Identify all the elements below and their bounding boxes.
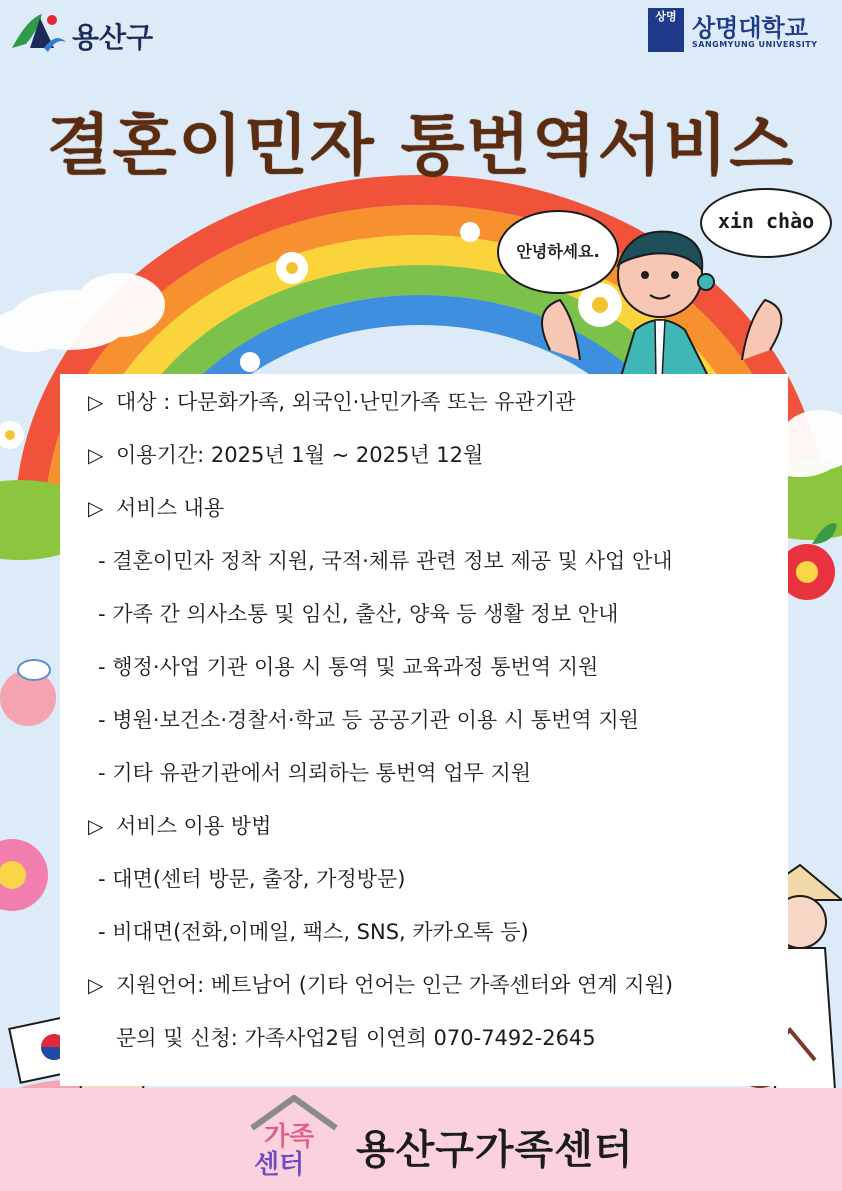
family-center-logo-line1: 가족 <box>264 1122 315 1152</box>
peach-character-illustration <box>0 650 64 730</box>
service-item: - 결혼이민자 정착 지원, 국적·체류 관련 정보 제공 및 사업 안내 <box>98 549 673 573</box>
target-line <box>88 386 576 416</box>
languages-text: 지원언어: 베트남어 (기타 언어는 인근 가족센터와 연계 지원) <box>116 973 674 997</box>
bullet-triangle-icon: ▷ <box>88 443 104 467</box>
pink-flower-left-illustration <box>0 830 56 920</box>
bullet-triangle-icon: ▷ <box>88 496 104 520</box>
speech-bubble-vietnamese: xin chào <box>700 188 832 258</box>
sangmyung-logo-english: SANGMYUNG UNIVERSITY <box>692 40 818 49</box>
languages-line <box>88 969 673 999</box>
page-title: 결혼이민자 통번역서비스 <box>46 107 796 184</box>
method-item: - 비대면(전화,이메일, 팩스, SNS, 카카오톡 등) <box>98 920 529 944</box>
service-item: - 병원·보건소·경찰서·학교 등 공공기관 이용 시 통번역 지원 <box>98 708 639 732</box>
family-center-logo-line2: 센터 <box>254 1150 305 1180</box>
method-heading-line <box>88 810 271 840</box>
bullet-triangle-icon: ▷ <box>88 390 104 414</box>
bullet-triangle-icon: ▷ <box>88 814 104 838</box>
sangmyung-university-logo[interactable] <box>648 8 828 56</box>
service-item: - 행정·사업 기관 이용 시 통역 및 교육과정 통번역 지원 <box>98 655 599 679</box>
contact-line: 문의 및 신청: 가족사업2팀 이연희 070-7492-2645 <box>116 1026 596 1050</box>
service-item: - 기타 유관기관에서 의뢰하는 통번역 업무 지원 <box>98 761 532 785</box>
period-line <box>88 439 483 469</box>
sangmyung-emblem-icon: 상명 <box>648 8 684 52</box>
service-heading: 서비스 내용 <box>116 496 225 520</box>
family-center-name: 용산구가족센터 <box>356 1127 634 1173</box>
yongsan-logo-text: 용산구 <box>72 21 154 54</box>
method-item: - 대면(센터 방문, 출장, 가정방문) <box>98 867 406 891</box>
service-heading-line <box>88 492 224 522</box>
speech-bubble-korean: 안녕하세요. <box>497 210 619 294</box>
yongsan-emblem-icon <box>8 8 68 60</box>
target-text: 대상 : 다문화가족, 외국인·난민가족 또는 유관기관 <box>116 390 576 414</box>
yongsan-gu-logo[interactable] <box>8 8 188 60</box>
service-item: - 가족 간 의사소통 및 임신, 출산, 양육 등 생활 정보 안내 <box>98 602 619 626</box>
info-card <box>60 374 788 1086</box>
sangmyung-logo-korean: 상명대학교 <box>692 14 808 42</box>
family-center-logo[interactable] <box>244 1092 344 1184</box>
method-heading: 서비스 이용 방법 <box>116 814 272 838</box>
period-text: 이용기간: 2025년 1월 ~ 2025년 12월 <box>116 443 484 467</box>
bullet-triangle-icon: ▷ <box>88 973 104 997</box>
